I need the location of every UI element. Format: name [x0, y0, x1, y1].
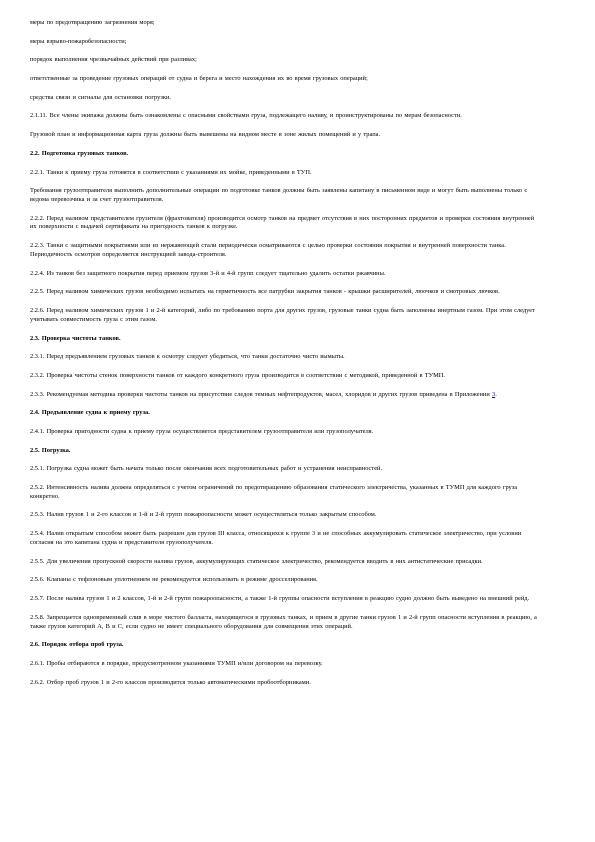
paragraph — [30, 112, 537, 121]
paragraph — [30, 19, 537, 28]
paragraph-text: 2.2.6. Перед наливом химических грузов 1 и 2-й категорий, либо по требованию порта для других грузов, грузовые танки судна быть заполнены инертным газом. При этом следует учитывать совместимость груза с этим газом. — [30, 307, 535, 323]
appendix-link[interactable]: 3 — [491, 390, 496, 398]
paragraph-text-tail: . — [495, 390, 497, 398]
paragraph-text: 2.2.4. Из танков без защитного покрытия перед приемом грузов 3-й и 4-й групп следует тщательно удалить остатки ржавчины. — [30, 269, 386, 277]
paragraph-text: 2.6.2. Отбор проб грузов 1 и 2-го классов производится только автоматическими пробоотборниками. — [30, 678, 311, 686]
paragraph-text: 2.3.1. Перед предъявлением грузовых танков к осмотру следует убедиться, что танки достаточно чисто вымыты. — [30, 353, 345, 361]
paragraph-text: Требования грузоотправителя выполнить дополнительные операции по подготовке танков должны быть заявлены капитану в письменном виде и могут быть выполнены только с ведома перевозчика и за счет грузоотправителя. — [30, 187, 528, 203]
paragraph — [30, 288, 537, 297]
paragraph-text: 2.6. Порядок отбора проб груза. — [30, 641, 124, 649]
paragraph-text: 2.5.1. Погрузка судна может быть начата только после окончания всех подготовительных работ и устранения неисправностей. — [30, 465, 383, 473]
paragraph-text: 2.2. Подготовка грузовых танков. — [30, 149, 129, 157]
paragraph-text: 2.4. Предъявление судна к приему груза. — [30, 409, 150, 417]
section-heading — [30, 409, 537, 418]
paragraph — [30, 307, 537, 325]
paragraph-text: 2.5.6. Клапаны с тефлоновым уплотнением не рекомендуется использовать в режиме дросселирования. — [30, 576, 318, 584]
paragraph-text: меры взрыво-пожаробезопасности; — [30, 37, 127, 45]
paragraph-text: 2.2.1. Танки к приему груза готовятся в соответствии с указаниями их мойке, приведенными в ТУП. — [30, 168, 312, 176]
paragraph — [30, 530, 537, 548]
paragraph-text: ответственные за проведение грузовых операций от судна и берега и место нахождения их во время грузовых операций; — [30, 75, 368, 83]
paragraph — [30, 595, 537, 604]
paragraph — [30, 614, 537, 632]
paragraph — [30, 131, 537, 140]
section-heading — [30, 641, 537, 650]
paragraph — [30, 660, 537, 669]
paragraph — [30, 215, 537, 233]
section-heading — [30, 150, 537, 159]
paragraph-text: 2.2.3. Танки с защитными покрытиями или из нержавеющей стали периодически осматриваются с целью проверки состояния покрытия и внутренней поверхности танка. Периодичность осмотров определяется инструкцией завода-строителя. — [30, 242, 506, 258]
paragraph — [30, 428, 537, 437]
paragraph-text: 2.2.2. Перед наливом представителем грузителя (фрахтователя) производится осмотр танков на предмет отсутствия в них посторонних предметов и проверки состояния внутренней их поверхности с выдачей сертификата на пригодность танков к погрузке. — [30, 214, 535, 231]
paragraph — [30, 372, 537, 381]
paragraph — [30, 38, 537, 47]
paragraph — [30, 169, 537, 178]
paragraph-text: 2.5.2. Интенсивность налива должна определяться с учетом ограничений по предотвращению образования статического электричества, указанных в ТУМП для каждого груза конкретно. — [30, 484, 518, 500]
paragraph — [30, 511, 537, 520]
paragraph — [30, 75, 537, 84]
paragraph-text: 2.5.7. После налива грузов 1 и 2 классов, 1-й и 2-й групп пожароопасности, а также 1-й группы опасности вступления в реакцию судно должно быть выведено на внешний рейд. — [30, 595, 530, 603]
paragraph — [30, 391, 537, 400]
paragraph-text: 2.5.5. Для увеличения пропускной скорости налива грузов, аккумулирующих статическое электричество, рекомендуется вводить в них антистатические присадки. — [30, 557, 483, 565]
paragraph-text: 2.3.2. Проверка чистоты стенок поверхности танков от каждого конкретного груза производится в соответствии с методикой, приведенной в ТУМП. — [30, 371, 446, 379]
paragraph — [30, 187, 537, 205]
paragraph — [30, 558, 537, 567]
paragraph — [30, 270, 537, 279]
paragraph — [30, 679, 537, 688]
paragraph-text: 2.6.1. Пробы отбираются в порядке, предусмотренном указаниями ТУМП и/или договором на перевозку. — [30, 659, 323, 667]
paragraph — [30, 94, 537, 103]
paragraph-text: 2.1.11. Все члены экипажа должны быть ознакомлены с опасными свойствами груза, подлежащего наливу, и проинструктированы по мерам безопасности. — [30, 112, 462, 120]
paragraph — [30, 465, 537, 474]
paragraph — [30, 242, 537, 260]
section-heading — [30, 447, 537, 456]
paragraph-text: 2.4.1. Проверка пригодности судна к приему груза осуществляется представителем грузоотправителя или грузополучателя. — [30, 427, 374, 435]
paragraph-text: Грузовой план и информационная карта груза должны быть вывешены на видном месте в зоне жилых помещений и у трапа. — [30, 131, 381, 139]
paragraph — [30, 353, 537, 362]
paragraph-text: 2.2.5. Перед наливом химических грузов необходимо испытать на герметичность все патрубки закрытия танков - крышки расширителей, люочков и смотровых лючков. — [30, 288, 500, 296]
paragraph — [30, 576, 537, 585]
paragraph-text: 2.5.4. Налив открытым способом может быть разрешен для грузов III класса, относящихся к группе 3 и не способных аккумулировать статическое электричество, при условии согласия на это капитана судна и представителя грузополучателя. — [30, 530, 522, 546]
paragraph-text: средства связи и сигналы для остановки погрузки. — [30, 93, 171, 101]
paragraph-text: порядок выполнения чрезвычайных действий при разливах; — [30, 56, 197, 64]
paragraph-text: 2.3. Проверка чистоты танков. — [30, 334, 121, 342]
paragraph — [30, 56, 537, 65]
paragraph-text: меры по предотвращению загрязнения моря; — [30, 19, 155, 26]
paragraph-text: 2.5.3. Налив грузов 1 и 2-го классов и 1-й и 2-й групп пожароопасности может осуществляться только закрытым способом. — [30, 511, 377, 519]
paragraph-text: 2.5.8. Запрещается одновременный слив в море чистого балласта, находящегося в грузовых танках, и прием в другие танки грузов 1 и 2-й групп опасности вступления в реакцию, а также грузов категорий А, В и С, если судно не имеет специального оборудования для совмещения этих операций. — [30, 613, 537, 630]
paragraph-text: 2.3.3. Рекомендуемая методика проверки чистоты танков на присутствие следов темных нефтепродуктов, масел, хлоридов и других грузов приведена в Приложении — [30, 390, 492, 398]
section-heading — [30, 335, 537, 344]
paragraph-text: 2.5. Погрузка. — [30, 446, 71, 454]
paragraph — [30, 484, 537, 502]
